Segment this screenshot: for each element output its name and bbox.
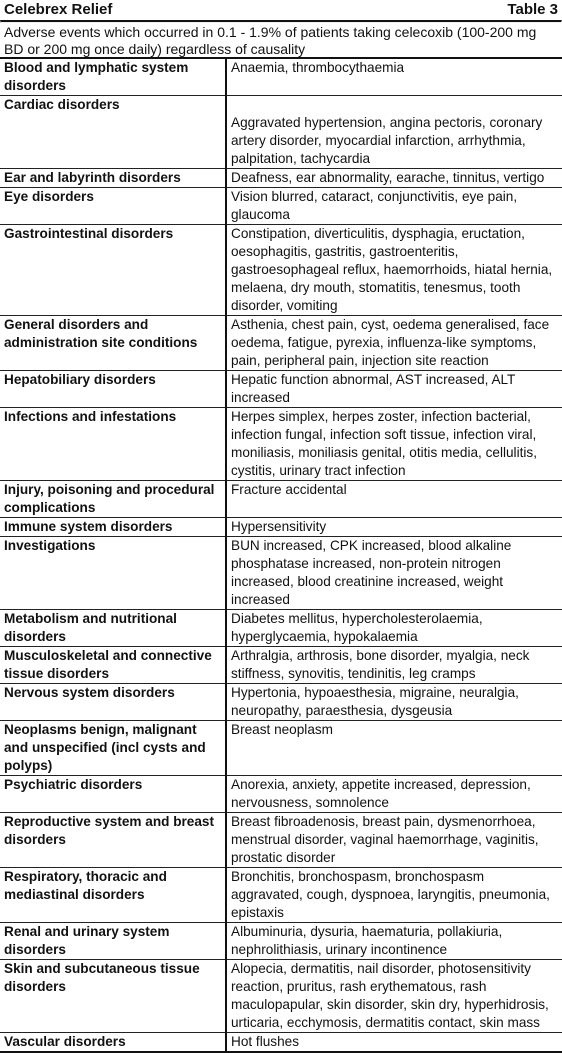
system-organ-class: Investigations — [0, 537, 226, 610]
adverse-events-text: Anorexia, anxiety, appetite increased, depression, nervousness, somnolence — [231, 777, 531, 810]
adverse-events-list — [226, 684, 562, 721]
system-organ-class: Reproductive system and breast disorders — [0, 813, 226, 868]
system-organ-class: Immune system disorders — [0, 518, 226, 537]
table-row — [0, 960, 562, 1033]
table-row — [0, 408, 562, 481]
adverse-events-text: Hypersensitivity — [231, 519, 327, 534]
adverse-events-text: Diabetes mellitus, hypercholesterolaemia, hyperglycaemia, hypokalaemia — [231, 611, 483, 644]
table-label: Table 3 — [507, 1, 558, 18]
adverse-events-text: Hepatic function abnormal, AST increased, ALT increased — [231, 372, 516, 405]
adverse-events-text: Arthralgia, arthrosis, bone disorder, myalgia, neck stiffness, synovitis, tendinitis, leg cramps — [231, 648, 530, 681]
adverse-events-text: Aggravated hypertension, angina pectoris, coronary artery disorder, myocardial infarction, arrhythmia, palpitation, tachycardia — [231, 115, 543, 166]
adverse-events-text: Breast neoplasm — [231, 722, 334, 737]
table-row — [0, 225, 562, 316]
table-row — [0, 371, 562, 408]
adverse-events-list — [226, 481, 562, 518]
adverse-events-list — [226, 537, 562, 610]
adverse-events-list — [226, 225, 562, 316]
adverse-events-list — [226, 58, 562, 96]
adverse-events-text: Bronchitis, bronchospasm, bronchospasm aggravated, cough, dyspnoea, laryngitis, pneumonia, epistaxis — [231, 869, 550, 920]
adverse-events-list — [226, 188, 562, 225]
table-row — [0, 169, 562, 188]
system-organ-class: Blood and lymphatic system disorders — [0, 58, 226, 96]
system-organ-class: Musculoskeletal and connective tissue disorders — [0, 647, 226, 684]
table-row — [0, 610, 562, 647]
adverse-events-text: Albuminuria, dysuria, haematuria, pollakiuria, nephrolithiasis, urinary incontinence — [231, 924, 503, 957]
adverse-events-list — [226, 647, 562, 684]
adverse-events-list — [226, 960, 562, 1033]
product-title: Celebrex Relief — [4, 1, 113, 18]
system-organ-class: Hepatobiliary disorders — [0, 371, 226, 408]
adverse-events-list — [226, 316, 562, 371]
system-organ-class: Respiratory, thoracic and mediastinal disorders — [0, 868, 226, 923]
adverse-events-text: Alopecia, dermatitis, nail disorder, photosensitivity reaction, pruritus, rash erythematous, rash maculopapular, skin disorder, skin dry, hyperhidrosis, urticaria, ecchymosis, dermatitis contact, skin mass — [231, 961, 549, 1030]
adverse-events-text: Constipation, diverticulitis, dysphagia, eructation, oesophagitis, gastritis, gastroenteritis, gastroesophageal reflux, haemorrhoids, hiatal hernia, melaena, dry mouth, stomatitis, tenesmus, tooth disorder, vomiting — [231, 226, 553, 313]
table-row — [0, 647, 562, 684]
system-organ-class: Gastrointestinal disorders — [0, 225, 226, 316]
adverse-events-list — [226, 610, 562, 647]
adverse-events-list — [226, 371, 562, 408]
system-organ-class: General disorders and administration site conditions — [0, 316, 226, 371]
table-row — [0, 96, 562, 169]
adverse-events-text: Anaemia, thrombocythaemia — [231, 60, 405, 75]
adverse-events-text: Deafness, ear abnormality, earache, tinnitus, vertigo — [231, 170, 545, 185]
adverse-events-list — [226, 408, 562, 481]
system-organ-class: Eye disorders — [0, 188, 226, 225]
adverse-events-list — [226, 776, 562, 813]
adverse-events-list — [226, 813, 562, 868]
system-organ-class: Renal and urinary system disorders — [0, 923, 226, 960]
table-header — [0, 0, 562, 20]
system-organ-class: Ear and labyrinth disorders — [0, 169, 226, 188]
system-organ-class: Injury, poisoning and procedural complications — [0, 481, 226, 518]
system-organ-class: Cardiac disorders — [0, 96, 226, 169]
adverse-events-text: Fracture accidental — [231, 482, 347, 497]
adverse-events-text: Herpes simplex, herpes zoster, infection bacterial, infection fungal, infection soft tissue, infection viral, moniliasis, moniliasis genital, otitis media, cellulitis, cystitis, urinary tract infection — [231, 409, 537, 478]
table-row — [0, 923, 562, 960]
system-organ-class: Skin and subcutaneous tissue disorders — [0, 960, 226, 1033]
table-row — [0, 537, 562, 610]
adverse-events-text: Vision blurred, cataract, conjunctivitis, eye pain, glaucoma — [231, 189, 518, 222]
adverse-events-text: BUN increased, CPK increased, blood alkaline phosphatase increased, non-protein nitrogen increased, blood creatinine increased, weight increased — [231, 538, 512, 607]
table-row — [0, 58, 562, 96]
adverse-events-list — [226, 923, 562, 960]
adverse-events-text: Hypertonia, hypoaesthesia, migraine, neuralgia, neuropathy, paraesthesia, dysgeusia — [231, 685, 519, 718]
system-organ-class: Vascular disorders — [0, 1033, 226, 1053]
table-row — [0, 776, 562, 813]
table-row — [0, 721, 562, 776]
adverse-events-text: Hot flushes — [231, 1034, 300, 1049]
table-row — [0, 868, 562, 923]
table-caption: Adverse events which occurred in 0.1 - 1.9% of patients taking celecoxib (100-200 mg BD or 200 mg once daily) regardless of causality — [4, 24, 537, 57]
adverse-events-text: Asthenia, chest pain, cyst, oedema generalised, face oedema, fatigue, pyrexia, influenza-like symptoms, pain, peripheral pain, injection site reaction — [231, 317, 550, 368]
adverse-events-table — [0, 57, 562, 1053]
table-row — [0, 316, 562, 371]
adverse-events-text: Breast fibroadenosis, breast pain, dysmenorrhoea, menstrual disorder, vaginal haemorrhage, vaginitis, prostatic disorder — [231, 814, 539, 865]
system-organ-class: Nervous system disorders — [0, 684, 226, 721]
adverse-events-list — [226, 96, 562, 169]
system-organ-class: Metabolism and nutritional disorders — [0, 610, 226, 647]
table-row — [0, 481, 562, 518]
system-organ-class: Neoplasms benign, malignant and unspecified (incl cysts and polyps) — [0, 721, 226, 776]
adverse-events-list — [226, 169, 562, 188]
table-row — [0, 518, 562, 537]
table-row — [0, 188, 562, 225]
spacer — [231, 96, 558, 114]
adverse-events-list — [226, 1033, 562, 1053]
adverse-events-list — [226, 868, 562, 923]
adverse-events-list — [226, 518, 562, 537]
table-row — [0, 684, 562, 721]
adverse-events-list — [226, 721, 562, 776]
system-organ-class: Infections and infestations — [0, 408, 226, 481]
system-organ-class: Psychiatric disorders — [0, 776, 226, 813]
table-row — [0, 1033, 562, 1053]
adverse-events-body — [0, 58, 562, 1052]
table-row — [0, 813, 562, 868]
